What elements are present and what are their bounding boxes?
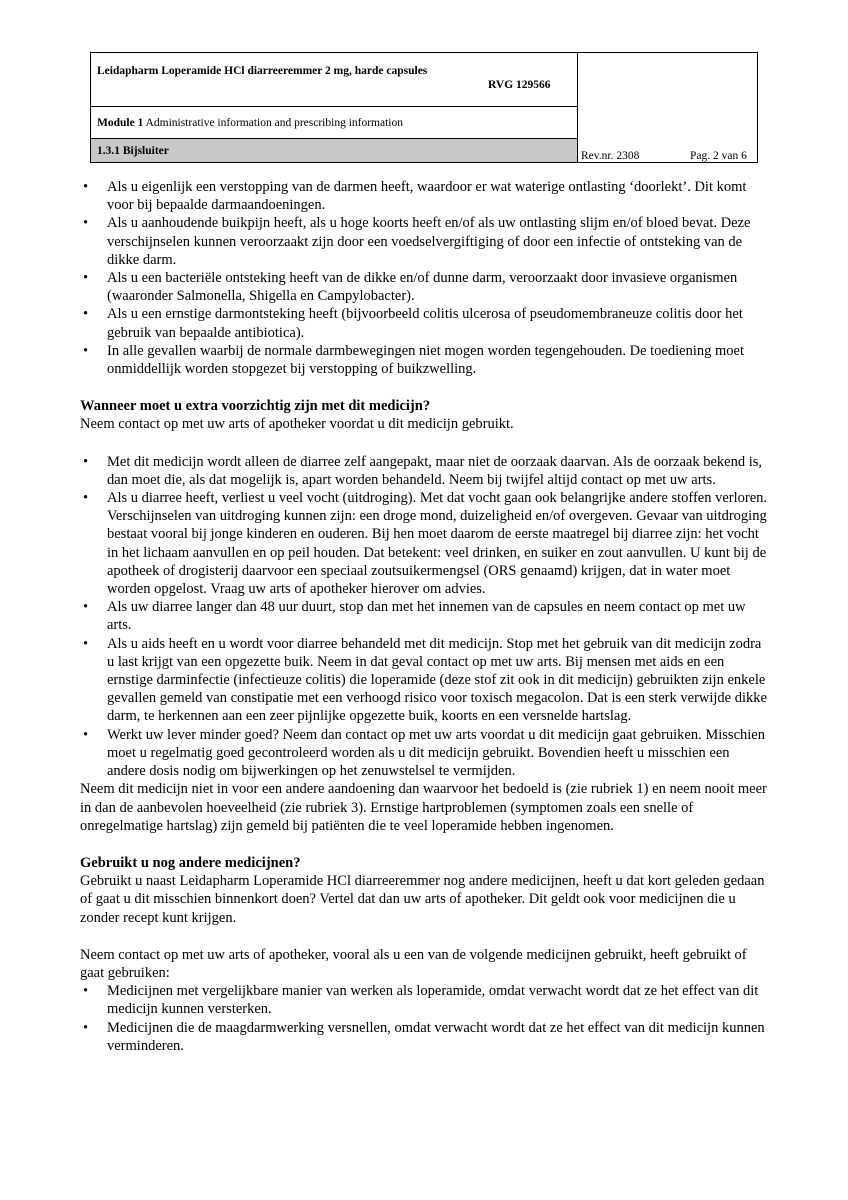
list-item: • Als u een ernstige darmontsteking heeft (bijvoorbeeld colitis ulcerosa of pseudomembraneuze colitis door het gebruik van bepaalde antibiotica). [83, 306, 743, 341]
bullet-icon: • [83, 726, 89, 743]
bullet-icon: • [83, 635, 89, 652]
bullet-icon: • [83, 306, 89, 323]
list-item: • Met dit medicijn wordt alleen de diarree zelf aangepakt, maar niet de oorzaak daarvan. Als de oorzaak bekend is, dan moet die, als dat mogelijk is, apart worden behandeld. Neem bij twijfel altijd contact op met uw arts. [83, 453, 763, 488]
other-medicines-list [80, 982, 770, 1055]
list-item: • Werkt uw lever minder goed? Neem dan contact op met uw arts voordat u dit medicijn gaat gebruiken. Misschien moet u regelmatig goed gecontroleerd worden als u dit medicijn gebruikt. Bovendien heeft u misschien een andere dosis nodig om bijwerkingen op het zenuwstelsel te vermijden. [83, 726, 765, 780]
module-description: Administrative information and prescribing information [143, 117, 403, 129]
list-item: • Als u een bacteriële ontsteking heeft van de dikke en/of dunne darm, veroorzaakt door invasieve organismen (waaronder Salmonella, Shigella en Campylobacter). [83, 270, 738, 305]
page-number: Pag. 2 van 6 [690, 150, 747, 162]
rvg-number: RVG 129566 [488, 79, 551, 91]
warnings-list [80, 453, 770, 781]
list-item: • Medicijnen met vergelijkbare manier van werken als loperamide, omdat verwacht wordt dat ze het effect van dit medicijn kunnen versterken. [83, 983, 759, 1018]
bullet-icon: • [83, 983, 89, 1000]
other-medicines-heading: Gebruikt u nog andere medicijnen? [80, 854, 301, 871]
header-divider [91, 106, 577, 107]
module-line [97, 117, 403, 129]
bullet-icon: • [83, 1019, 89, 1036]
bullet-icon: • [83, 342, 89, 359]
other-medicines-intro: Gebruikt u naast Leidapharm Loperamide HCl diarreeremmer nog andere medicijnen, heeft u dat kort geleden gedaan of gaat u dit misschien binnenkort doen? Vertel dat dan uw arts of apotheker. Dit geldt ook voor medicijnen die u zonder recept kunt krijgen. [80, 873, 765, 926]
list-item: • Medicijnen die de maagdarmwerking versnellen, omdat verwacht wordt dat ze het effect van dit medicijn kunnen verminderen. [83, 1019, 765, 1054]
header-divider [577, 53, 578, 162]
contraindications-list [80, 178, 770, 378]
product-name: Leidapharm Loperamide HCl diarreeremmer 2 mg, harde capsules [97, 65, 428, 77]
revision-number: Rev.nr. 2308 [581, 150, 640, 162]
warnings-heading: Wanneer moet u extra voorzichtig zijn met dit medicijn? [80, 398, 431, 415]
list-item: • Als u diarree heeft, verliest u veel vocht (uitdroging). Met dat vocht gaan ook belangrijke andere stoffen verloren. Verschijnselen van uitdroging kunnen zijn: een droge mond, duizeligheid en/of overgeven. Gevaar van uitdroging bestaat vooral bij jonge kinderen en ouderen. Bij hen moet daarom de eerste maatregel bij diarree zijn: het vocht in het lichaam aanvullen en op peil houden. Dat betekent: veel drinken, en suiker en zout aanvullen. U kunt bij de apotheek of drogisterij daarvoor een speciaal zoutsuikermengsel (ORS genaamd) krijgen, dat in water moet worden opgelost. Vraag uw arts of apotheker hierover om advies. [83, 490, 768, 598]
bullet-icon: • [83, 453, 89, 470]
bullet-icon: • [83, 179, 89, 195]
list-item: • Als u aanhoudende buikpijn heeft, als u hoge koorts heeft en/of als uw ontlasting slijm en/of bloed bevat. Deze verschijnselen kunnen veroorzaakt zijn door een voedselvergiftiging of door een infectie of ontsteking van de dikke darm. [83, 215, 751, 268]
bullet-icon: • [83, 490, 89, 507]
list-item: • Als u aids heeft en u wordt voor diarree behandeld met dit medicijn. Stop met het gebruik van dit medicijn zodra u last krijgt van een opgezette buik. Neem in dat geval contact op met uw arts. Bij mensen met aids en een ernstige darminfectie (infectieuze colitis) die loperamide (deze stof zit ook in dit medicijn) gebruikten zijn enkele gevallen gemeld van constipatie met een verhoogd risico voor toxisch megacolon. Dat is een sterk verwijde dikke darm, te herkennen aan een zeer pijnlijke opgezette buik, koorts en een versnelde hartslag. [83, 635, 767, 725]
warnings-closing: Neem dit medicijn niet in voor een andere aandoening dan waarvoor het bedoeld is (zie rubriek 1) en neem nooit meer in dan de aanbevolen hoeveelheid (zie rubriek 3). Ernstige hartproblemen (symptomen zoals een snelle of onregelmatige hartslag) zijn gemeld bij patiënten die te veel loperamide hebben ingenomen. [80, 781, 767, 834]
list-item: • Als uw diarree langer dan 48 uur duurt, stop dan met het innemen van de capsules en neem contact op met uw arts. [83, 599, 746, 634]
warnings-intro: Neem contact op met uw arts of apotheker voordat u dit medicijn gebruikt. [80, 416, 514, 433]
document-header-table [90, 52, 758, 163]
module-label: Module 1 [97, 117, 144, 129]
leaflet-body [80, 178, 770, 1055]
list-item: • In alle gevallen waarbij de normale darmbewegingen niet mogen worden tegengehouden. De toediening moet onmiddellijk worden stopgezet bij verstopping of buikzwelling. [83, 342, 744, 378]
bullet-icon: • [83, 270, 89, 287]
list-item: • Als u eigenlijk een verstopping van de darmen heeft, waardoor er wat waterige ontlasting ‘doorlekt’. Dit komt voor bij bepaalde darmaandoeningen. [83, 179, 747, 214]
bullet-icon: • [83, 599, 89, 616]
other-medicines-contact: Neem contact op met uw arts of apotheker, vooral als u een van de volgende medicijnen gebruikt, heeft gebruikt of gaat gebruiken: [80, 946, 747, 981]
bullet-icon: • [83, 215, 89, 232]
section-title: 1.3.1 Bijsluiter [97, 145, 169, 157]
